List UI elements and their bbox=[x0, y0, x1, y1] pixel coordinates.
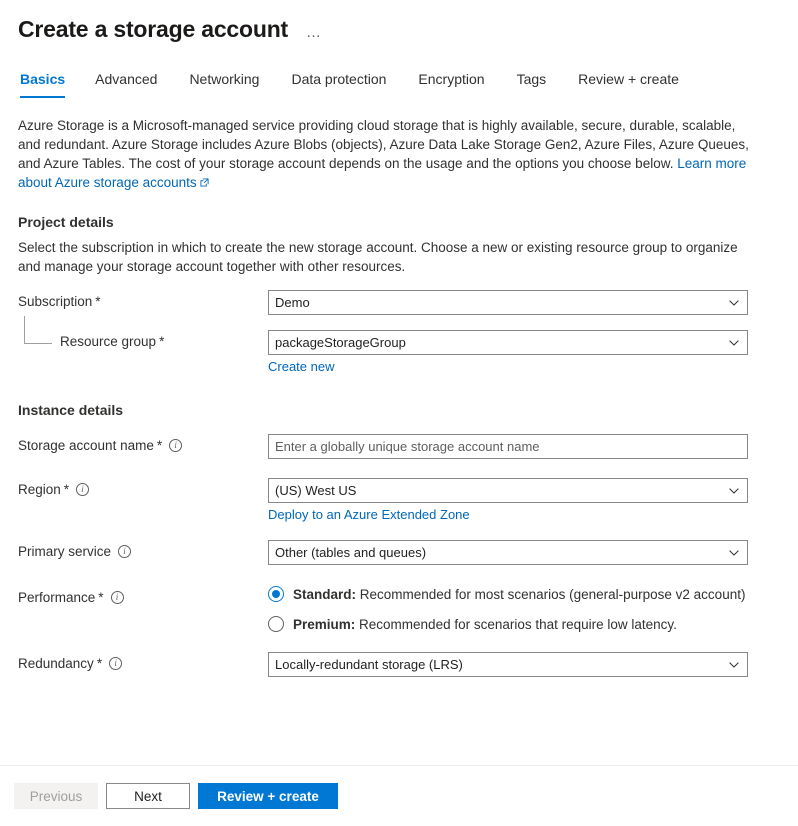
indent-bracket bbox=[24, 316, 52, 344]
redundancy-field-col bbox=[268, 652, 780, 677]
info-icon[interactable]: i bbox=[118, 545, 131, 558]
create-new-resource-group-link[interactable]: Create new bbox=[268, 359, 335, 374]
redundancy-required-mark: * bbox=[96, 656, 103, 671]
redundancy-row bbox=[18, 652, 780, 678]
region-dropdown[interactable] bbox=[268, 478, 748, 503]
region-required-mark: * bbox=[63, 482, 70, 497]
chevron-down-icon bbox=[727, 658, 741, 672]
storage-account-name-placeholder: Enter a globally unique storage account name bbox=[275, 439, 540, 454]
resource-group-row bbox=[18, 330, 780, 374]
primary-service-label-wrap bbox=[18, 540, 268, 559]
storage-account-name-input[interactable] bbox=[268, 434, 748, 459]
performance-standard-text bbox=[293, 587, 745, 602]
review-create-button[interactable]: Review + create bbox=[198, 783, 338, 809]
chevron-down-icon bbox=[727, 546, 741, 560]
performance-label-wrap bbox=[18, 586, 268, 605]
resource-group-label: Resource group bbox=[60, 334, 157, 349]
resource-group-dropdown[interactable] bbox=[268, 330, 748, 355]
storage-account-name-label: Storage account name bbox=[18, 438, 154, 453]
radio-premium[interactable] bbox=[268, 616, 284, 632]
subscription-label-wrap bbox=[18, 290, 268, 309]
redundancy-label-wrap bbox=[18, 652, 268, 671]
page-title: Create a storage account bbox=[18, 16, 289, 42]
chevron-down-icon bbox=[727, 296, 741, 310]
info-icon[interactable]: i bbox=[76, 483, 89, 496]
performance-premium-desc: Recommended for scenarios that require low latency. bbox=[355, 616, 677, 632]
storage-account-name-required-mark: * bbox=[156, 438, 163, 453]
wizard-tabs bbox=[0, 60, 798, 98]
info-icon[interactable]: i bbox=[111, 591, 124, 604]
region-label-wrap bbox=[18, 478, 268, 497]
radio-standard[interactable] bbox=[268, 586, 284, 602]
redundancy-label: Redundancy bbox=[18, 656, 94, 671]
resource-group-label-wrap bbox=[18, 330, 268, 349]
info-icon[interactable]: i bbox=[109, 657, 122, 670]
tab-basics[interactable]: Basics bbox=[18, 71, 79, 98]
chevron-down-icon bbox=[727, 484, 741, 498]
project-details-description: Select the subscription in which to create the new storage account. Choose a new or existing resource group to organize and manage your storage account together with other resources. bbox=[18, 240, 738, 274]
storage-account-name-field-col bbox=[268, 434, 780, 459]
primary-service-label: Primary service bbox=[18, 544, 112, 559]
tab-networking[interactable]: Networking bbox=[189, 71, 260, 87]
redundancy-value: Locally-redundant storage (LRS) bbox=[275, 657, 463, 672]
intro-text: Azure Storage is a Microsoft-managed service providing cloud storage that is highly available, secure, durable, scalable, and redundant. Azure Storage includes Azure Blobs (objects), Azure Data Lake Storage Gen2, Azure Files, Azure Queues, and Azure Tables. The cost of your storage account depends on the usage and the options you choose below. bbox=[18, 118, 749, 171]
region-field-col bbox=[268, 478, 780, 522]
info-icon[interactable]: i bbox=[169, 439, 182, 452]
tab-review-create[interactable]: Review + create bbox=[578, 71, 679, 87]
resource-group-required-mark: * bbox=[159, 334, 165, 349]
primary-service-dropdown[interactable] bbox=[268, 540, 748, 565]
next-button[interactable]: Next bbox=[106, 783, 190, 809]
learn-more-link[interactable]: Learn more about Azure storage accounts bbox=[18, 156, 747, 190]
primary-service-row bbox=[18, 540, 780, 566]
subscription-dropdown[interactable] bbox=[268, 290, 748, 315]
region-row bbox=[18, 478, 780, 522]
performance-standard-bold: Standard: bbox=[293, 586, 357, 602]
tab-advanced[interactable]: Advanced bbox=[95, 71, 158, 87]
more-options-icon[interactable]: … bbox=[306, 24, 323, 41]
page-header bbox=[0, 0, 798, 44]
performance-premium-text bbox=[293, 617, 677, 632]
external-link-icon bbox=[200, 178, 209, 187]
performance-option-standard[interactable] bbox=[268, 586, 748, 602]
subscription-label: Subscription bbox=[18, 294, 93, 309]
performance-premium-bold: Premium: bbox=[293, 616, 356, 632]
subscription-required-mark: * bbox=[95, 294, 101, 309]
wizard-footer bbox=[0, 766, 798, 826]
resource-group-field-col bbox=[268, 330, 780, 374]
form-body bbox=[0, 116, 798, 678]
tab-data-protection[interactable]: Data protection bbox=[291, 71, 387, 87]
chevron-down-icon bbox=[727, 336, 741, 350]
primary-service-value: Other (tables and queues) bbox=[275, 545, 427, 560]
instance-details-heading: Instance details bbox=[18, 402, 124, 418]
storage-account-name-label-wrap bbox=[18, 434, 268, 453]
performance-field-col bbox=[268, 586, 780, 632]
performance-radio-group bbox=[268, 586, 748, 632]
performance-row bbox=[18, 586, 780, 632]
primary-service-field-col bbox=[268, 540, 780, 565]
region-label: Region bbox=[18, 482, 61, 497]
redundancy-dropdown[interactable] bbox=[268, 652, 748, 677]
performance-standard-desc: Recommended for most scenarios (general-purpose v2 account) bbox=[356, 586, 746, 602]
storage-account-name-row bbox=[18, 434, 780, 460]
performance-option-premium[interactable] bbox=[268, 616, 748, 632]
subscription-row bbox=[18, 290, 780, 316]
subscription-field-col bbox=[268, 290, 780, 315]
intro-paragraph bbox=[18, 116, 750, 192]
performance-required-mark: * bbox=[98, 590, 104, 605]
region-value: (US) West US bbox=[275, 483, 357, 498]
tab-tags[interactable]: Tags bbox=[516, 71, 547, 87]
previous-button[interactable]: Previous bbox=[14, 783, 98, 809]
subscription-value: Demo bbox=[275, 295, 310, 310]
performance-label: Performance bbox=[18, 590, 96, 605]
tab-encryption[interactable]: Encryption bbox=[418, 71, 485, 87]
resource-group-value: packageStorageGroup bbox=[275, 335, 406, 350]
deploy-extended-zone-link[interactable]: Deploy to an Azure Extended Zone bbox=[268, 507, 470, 522]
project-details-heading: Project details bbox=[18, 214, 114, 230]
